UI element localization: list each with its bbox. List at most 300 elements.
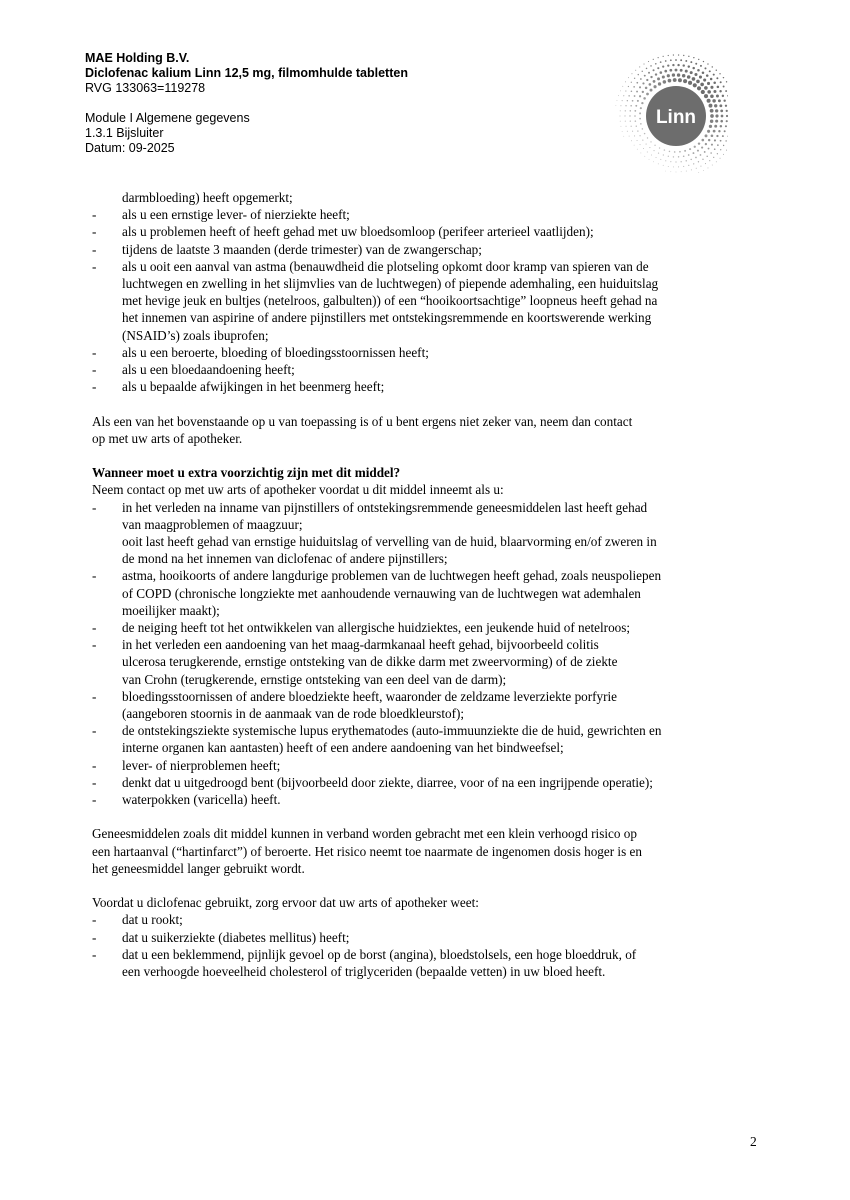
logo-dot xyxy=(646,93,649,96)
logo-dot xyxy=(670,171,671,172)
logo-dot xyxy=(690,71,693,74)
logo-dot xyxy=(714,125,717,128)
logo-dot xyxy=(636,126,637,127)
logo-dot xyxy=(644,156,645,157)
logo-dot xyxy=(660,61,662,63)
logo-dot xyxy=(663,165,664,166)
logo-dot xyxy=(710,152,712,154)
logo-dot xyxy=(637,100,639,102)
logo-dot xyxy=(726,120,728,122)
logo-dot xyxy=(632,100,634,102)
logo-dot xyxy=(697,86,701,90)
list-dash: - xyxy=(92,723,97,739)
logo-dot xyxy=(685,70,688,73)
document-header xyxy=(85,51,408,156)
logo-dot xyxy=(727,135,728,137)
list-item-line: moeilijker maakt); xyxy=(122,602,220,618)
logo-dot xyxy=(720,125,722,127)
logo-dot xyxy=(646,143,647,144)
logo-dot xyxy=(629,136,630,137)
logo-dot xyxy=(717,86,720,89)
list-dash: - xyxy=(92,757,97,773)
section3-intro: Voordat u diclofenac gebruikt, zorg ervoor dat uw arts of apotheker weet: xyxy=(92,895,479,911)
logo-dot xyxy=(686,171,687,172)
logo-dot xyxy=(655,73,657,75)
logo-dot xyxy=(677,73,680,76)
list-dash: - xyxy=(92,929,97,945)
logo-dot xyxy=(664,149,665,150)
logo-dot xyxy=(713,157,714,158)
logo-dot xyxy=(703,79,706,82)
logo-dot xyxy=(726,110,728,112)
logo-dot xyxy=(672,64,674,66)
logo-dot xyxy=(715,114,718,117)
logo-dot xyxy=(680,69,683,72)
logo-dot xyxy=(693,163,694,164)
logo-dot xyxy=(640,123,642,125)
logo-dot xyxy=(688,56,689,57)
logo-dot xyxy=(678,54,679,55)
logo-dot xyxy=(695,63,697,65)
logo-dot xyxy=(678,156,679,157)
logo-dot xyxy=(722,135,724,137)
list-item-line: als u een bloedaandoening heeft; xyxy=(122,362,295,378)
logo-dot xyxy=(653,161,654,162)
list-dash: - xyxy=(92,946,97,962)
logo-dot xyxy=(675,161,676,162)
logo-dot xyxy=(700,166,701,167)
logo-dot xyxy=(710,78,713,81)
logo-dot xyxy=(708,168,709,169)
logo-dot xyxy=(633,86,635,88)
paragraph-line: het geneesmiddel langer gebruikt wordt. xyxy=(92,860,305,876)
list-item-line: bloedingsstoornissen of andere bloedziekte heeft, waaronder de zeldzame leverziekte porfyrie xyxy=(122,688,618,704)
paragraph-line: Geneesmiddelen zoals dit middel kunnen in verband worden gebracht met een klein verhoogd risico op xyxy=(92,826,637,842)
logo-dot xyxy=(716,77,718,79)
logo-dot xyxy=(683,166,684,167)
logo-dot xyxy=(650,76,652,78)
logo-dot xyxy=(683,79,687,83)
logo-dot xyxy=(706,156,707,157)
logo-dot xyxy=(627,100,628,101)
logo-dot xyxy=(723,77,724,78)
logo-dot xyxy=(621,126,622,127)
logo-dot xyxy=(676,172,677,173)
logo-dot xyxy=(675,59,677,61)
logo-dot xyxy=(709,70,711,72)
list-dash: - xyxy=(92,774,97,790)
logo-dot xyxy=(720,109,723,112)
logo-dot xyxy=(723,100,725,102)
logo-dot xyxy=(642,128,644,130)
logo-dot xyxy=(670,59,672,61)
logo-dot xyxy=(660,159,661,160)
logo-dot xyxy=(679,151,681,153)
list-dash: - xyxy=(92,499,97,515)
list-item xyxy=(92,722,772,756)
logo-dot xyxy=(650,65,652,67)
logo-dot xyxy=(638,74,639,75)
logo-dot xyxy=(635,105,637,107)
logo-dot xyxy=(656,157,657,158)
list-item xyxy=(92,206,772,223)
logo-dot xyxy=(687,75,691,79)
logo-dot xyxy=(639,66,640,67)
logo-dot xyxy=(688,154,690,156)
logo-dot xyxy=(720,81,722,83)
list-item-line: tijdens de laatste 3 maanden (derde trimester) van de zwangerschap; xyxy=(122,241,482,257)
logo-dot xyxy=(712,165,713,166)
logo-dot xyxy=(700,83,704,87)
logo-dot xyxy=(682,74,685,77)
logo-dot xyxy=(701,147,703,149)
logo-dot xyxy=(650,89,653,92)
logo-dot xyxy=(718,130,720,132)
logo-dot xyxy=(642,140,643,141)
logo-dot xyxy=(700,65,702,67)
logo-dot xyxy=(694,73,697,76)
logo-dot xyxy=(674,151,676,153)
logo-dot xyxy=(724,130,726,132)
logo-dot xyxy=(697,150,699,152)
logo-dot xyxy=(636,91,638,93)
list-item-line: lever- of nierproblemen heeft; xyxy=(122,757,281,773)
logo-dot xyxy=(640,78,642,80)
list-item-line: met hevige jeuk en bultjes (netelroos, galbulten)) of een “hooikoortsachtige” loopneus heeft gehad na xyxy=(122,293,658,309)
logo-dot xyxy=(637,149,638,150)
logo-dot xyxy=(720,149,721,150)
logo-dot xyxy=(653,80,656,83)
list-dash: - xyxy=(92,224,97,240)
logo-dot xyxy=(626,126,627,127)
logo-dot xyxy=(710,109,714,113)
logo-dot xyxy=(707,90,711,94)
list-item-line: dat u een beklemmend, pijnlijk gevoel op de borst (angina), bloedstolsels, een hoge bloeddruk, of xyxy=(122,946,637,962)
logo-dot xyxy=(662,66,664,68)
logo-dot xyxy=(725,90,727,92)
logo-dot xyxy=(719,104,722,107)
list-dash: - xyxy=(92,258,97,274)
logo-dot xyxy=(669,69,672,72)
list-dash: - xyxy=(92,620,97,636)
logo-dot xyxy=(660,71,663,74)
list-item xyxy=(92,378,772,395)
logo-dot xyxy=(658,57,659,58)
logo-dot xyxy=(723,145,724,146)
logo-dot xyxy=(707,99,711,103)
list-item-line: als u problemen heeft of heeft gehad met uw bloedsomloop (perifeer arterieel vaatlijden); xyxy=(122,224,594,240)
logo-dot xyxy=(636,82,638,84)
logo-dot xyxy=(654,145,655,146)
list-item-line: als u ooit een aanval van astma (benauwdheid die plotseling opkomt door kramp van spieren van de xyxy=(122,258,649,274)
list-item-line: een verhoogde hoeveelheid cholesterol of triglyceriden (bepaalde vetten) in uw bloed heeft. xyxy=(122,964,606,980)
logo-dot xyxy=(653,59,654,60)
logo-dot xyxy=(710,86,713,89)
logo-dot xyxy=(726,115,728,117)
logo-dot xyxy=(647,137,648,138)
list-dash: - xyxy=(92,637,97,653)
list-item xyxy=(92,567,772,619)
logo-dot xyxy=(709,125,712,128)
list-dash: - xyxy=(92,241,97,257)
list-dash: - xyxy=(92,792,97,808)
list-item-line: de neiging heeft tot het ontwikkelen van allergische huidziektes, een jeukende huid of netelroos; xyxy=(122,620,631,636)
logo-dot xyxy=(698,142,700,144)
logo-dot xyxy=(688,81,692,85)
logo-dot xyxy=(618,95,619,96)
section-intro: Neem contact op met uw arts of apotheker voordat u dit middel inneemt als u: xyxy=(92,482,504,498)
logo-dot xyxy=(704,67,706,69)
logo-dot xyxy=(639,112,641,114)
logo-dot xyxy=(617,100,618,101)
logo-dot xyxy=(622,86,623,87)
precautions-list xyxy=(92,499,772,809)
logo-dot xyxy=(690,61,692,63)
logo-dot xyxy=(708,139,710,141)
logo-dot xyxy=(704,86,708,90)
logo-dot xyxy=(725,125,727,127)
logo-dot xyxy=(673,156,674,157)
logo-dot xyxy=(634,110,636,112)
logo-dot xyxy=(720,158,721,159)
logo-dot xyxy=(714,148,716,150)
logo-dot xyxy=(653,69,655,71)
logo-dot xyxy=(646,79,648,81)
paragraph-line: Als een van het bovenstaande op u van toepassing is of u bent ergens niet zeker van, neem dan contact xyxy=(92,413,633,429)
logo-dot xyxy=(712,66,713,67)
list-item xyxy=(92,223,772,240)
list-item-line: denkt dat u uitgedroogd bent (bijvoorbeeld door ziekte, diarree, voor of na een ingrijpende operatie); xyxy=(122,774,653,790)
logo-dot xyxy=(631,73,632,74)
logo-dot xyxy=(703,170,704,171)
list-item xyxy=(92,911,772,928)
list-item xyxy=(92,791,772,808)
logo-dot xyxy=(634,135,635,136)
logo-dot xyxy=(634,95,636,97)
logo-dot xyxy=(673,54,674,55)
logo-dot xyxy=(715,109,718,112)
paragraph-line: een hartaanval (“hartinfarct”) of beroerte. Het risico neemt toe naarmate de ingenomen dosis hoger is en xyxy=(92,843,642,859)
logo-dot xyxy=(704,151,706,153)
logo-dot xyxy=(635,70,636,71)
logo-dot xyxy=(645,87,648,90)
list-item-line: als u een beroerte, bloeding of bloedingsstoornissen heeft; xyxy=(122,344,429,360)
logo-dot xyxy=(650,141,651,142)
logo-dot xyxy=(716,95,719,98)
module-label: Module I Algemene gegevens xyxy=(85,111,250,125)
logo-dot xyxy=(639,95,641,97)
logo-dot xyxy=(688,165,689,166)
logo-dot xyxy=(685,60,687,62)
list-item-line: (aangeboren stoornis in de aanmaak van de rode bloedkleurstof); xyxy=(122,706,465,722)
logo-dot xyxy=(696,80,700,84)
logo-dot xyxy=(709,104,713,108)
document-date: Datum: 09-2025 xyxy=(85,141,175,155)
list-item xyxy=(92,361,772,378)
logo-dot xyxy=(675,69,678,72)
logo-dot xyxy=(673,78,677,82)
logo-dot xyxy=(720,120,723,123)
logo-dot xyxy=(712,99,715,102)
list-dash: - xyxy=(92,362,97,378)
logo-dot xyxy=(625,110,626,111)
logo-dot xyxy=(710,94,714,98)
logo-dot xyxy=(653,150,654,151)
logo-dot xyxy=(673,166,674,167)
logo-dot xyxy=(653,85,656,88)
logo-dot xyxy=(640,144,641,145)
logo-dot xyxy=(668,156,669,157)
logo-dot xyxy=(639,86,641,88)
logo-dot xyxy=(705,134,708,137)
logo-dot xyxy=(659,147,660,148)
logo-dot xyxy=(699,76,702,79)
logo-dot xyxy=(664,70,667,73)
logo-dot xyxy=(640,107,642,109)
logo-dot xyxy=(726,150,727,151)
logo-dot xyxy=(719,73,720,74)
logo-dot xyxy=(680,59,682,61)
logo-dot xyxy=(667,64,669,66)
list-item xyxy=(92,946,772,980)
logo-dot xyxy=(678,166,679,167)
list-item xyxy=(92,929,772,946)
list-item-line: van maagproblemen of maagzuur; xyxy=(122,516,303,532)
list-item-line: interne organen kan aantasten) heeft of een andere aandoening van het bindweefsel; xyxy=(122,740,564,756)
logo-dot xyxy=(707,82,710,85)
page-number: 2 xyxy=(750,1134,757,1149)
logo-dot xyxy=(683,64,685,66)
logo-dot xyxy=(708,148,710,150)
logo-dot xyxy=(655,63,657,65)
logo-dot xyxy=(711,144,713,146)
logo-dot xyxy=(719,90,721,92)
logo-dot xyxy=(628,86,629,87)
list-item-line: in het verleden een aandoening van het maag-darmkanaal heeft gehad, bijvoorbeeld colitis xyxy=(122,637,599,653)
logo-dot xyxy=(663,80,667,84)
logo-dot xyxy=(716,161,717,162)
logo-dot xyxy=(707,130,710,133)
logo-dot xyxy=(693,57,694,58)
logo-dot xyxy=(692,67,694,69)
logo-dot xyxy=(620,116,621,117)
logo-dot xyxy=(637,140,638,141)
logo-dot xyxy=(718,99,721,102)
company-name: MAE Holding B.V. xyxy=(85,51,190,65)
product-name: Diclofenac kalium Linn 12,5 mg, filmomhulde tabletten xyxy=(85,66,408,80)
logo-dot xyxy=(623,95,624,96)
logo-dot xyxy=(665,160,666,161)
logo-dot xyxy=(681,161,682,162)
logo-dot xyxy=(686,160,687,161)
list-item-line: het innemen van aspirine of andere pijnstillers met ontstekingsremmende en koortswerende werking xyxy=(122,310,652,326)
logo-dot xyxy=(713,130,716,133)
logo-dot xyxy=(727,95,728,97)
risk-paragraph xyxy=(92,825,772,877)
logo-dot xyxy=(702,159,703,160)
logo-dot xyxy=(714,139,716,141)
logo-dot xyxy=(702,71,705,74)
logo-dot xyxy=(705,143,707,145)
logo-dot xyxy=(710,120,713,123)
logo-dot xyxy=(642,71,643,72)
logo-dot xyxy=(693,83,697,87)
logo-dot xyxy=(629,115,630,116)
logo-dot xyxy=(647,151,648,152)
list-item-line: dat u suikerziekte (diabetes mellitus) heeft; xyxy=(122,929,350,945)
logo-dot xyxy=(705,163,706,164)
logo-dot xyxy=(624,115,625,116)
logo-dot xyxy=(648,72,650,74)
list-item-line: van Crohn (terugkerende, ernstige ontsteking van een deel van de darm); xyxy=(122,671,507,687)
logo-dot xyxy=(620,110,621,111)
logo-dot xyxy=(713,90,716,93)
logo-dot xyxy=(723,86,725,88)
logo-dot xyxy=(663,56,664,57)
logo-dot xyxy=(625,81,626,82)
logo-dot xyxy=(625,90,626,91)
logo-dot xyxy=(693,152,695,154)
list-dash: - xyxy=(92,912,97,928)
logo-dot xyxy=(634,145,635,146)
logo-dot xyxy=(716,135,718,137)
list-item-line: (NSAID’s) zoals ibuprofen; xyxy=(122,327,269,343)
list-item xyxy=(92,241,772,258)
logo-dot xyxy=(643,148,644,149)
logo-dot xyxy=(721,115,724,118)
logo-dot xyxy=(658,153,659,154)
contraindications-list xyxy=(92,189,772,395)
logo-dot xyxy=(697,69,700,72)
list-dash: - xyxy=(92,344,97,360)
logo-dot xyxy=(648,61,649,62)
list-item-continuation: darmbloeding) heeft opgemerkt; xyxy=(122,190,293,205)
logo-dot xyxy=(725,140,726,141)
logo-dot xyxy=(632,131,633,132)
logo-dot xyxy=(704,94,708,98)
logo-dot xyxy=(713,82,716,85)
logo-dot xyxy=(644,75,646,77)
logo-dot xyxy=(717,144,719,146)
list-item-line: waterpokken (varicella) heeft. xyxy=(122,792,281,808)
logo-dot xyxy=(681,171,682,172)
logo-dot xyxy=(720,140,722,142)
logo-dot xyxy=(678,78,682,82)
logo-dot xyxy=(668,55,669,56)
logo-dot xyxy=(631,82,632,83)
linn-logo xyxy=(604,40,728,188)
logo-dot xyxy=(665,171,666,172)
logo-dot xyxy=(658,163,659,164)
logo-dot xyxy=(684,150,686,152)
list-item-line: als u bepaalde afwijkingen in het beenmerg heeft; xyxy=(122,379,385,395)
logo-dot xyxy=(698,161,699,162)
logo-dot xyxy=(706,74,709,77)
logo-dot xyxy=(683,55,684,56)
logo-dot xyxy=(644,133,645,134)
list-dash: - xyxy=(92,568,97,584)
logo-dot xyxy=(677,64,679,66)
list-item xyxy=(92,757,772,774)
registration-number: RVG 133063=119278 xyxy=(85,81,206,95)
logo-dot xyxy=(643,64,644,65)
logo-dot xyxy=(716,70,717,71)
list-dash: - xyxy=(92,379,97,395)
list-item xyxy=(92,619,772,636)
logo-dot xyxy=(691,169,692,170)
paragraph-line: op met uw arts of apotheker. xyxy=(92,430,243,446)
list-item xyxy=(92,774,772,791)
